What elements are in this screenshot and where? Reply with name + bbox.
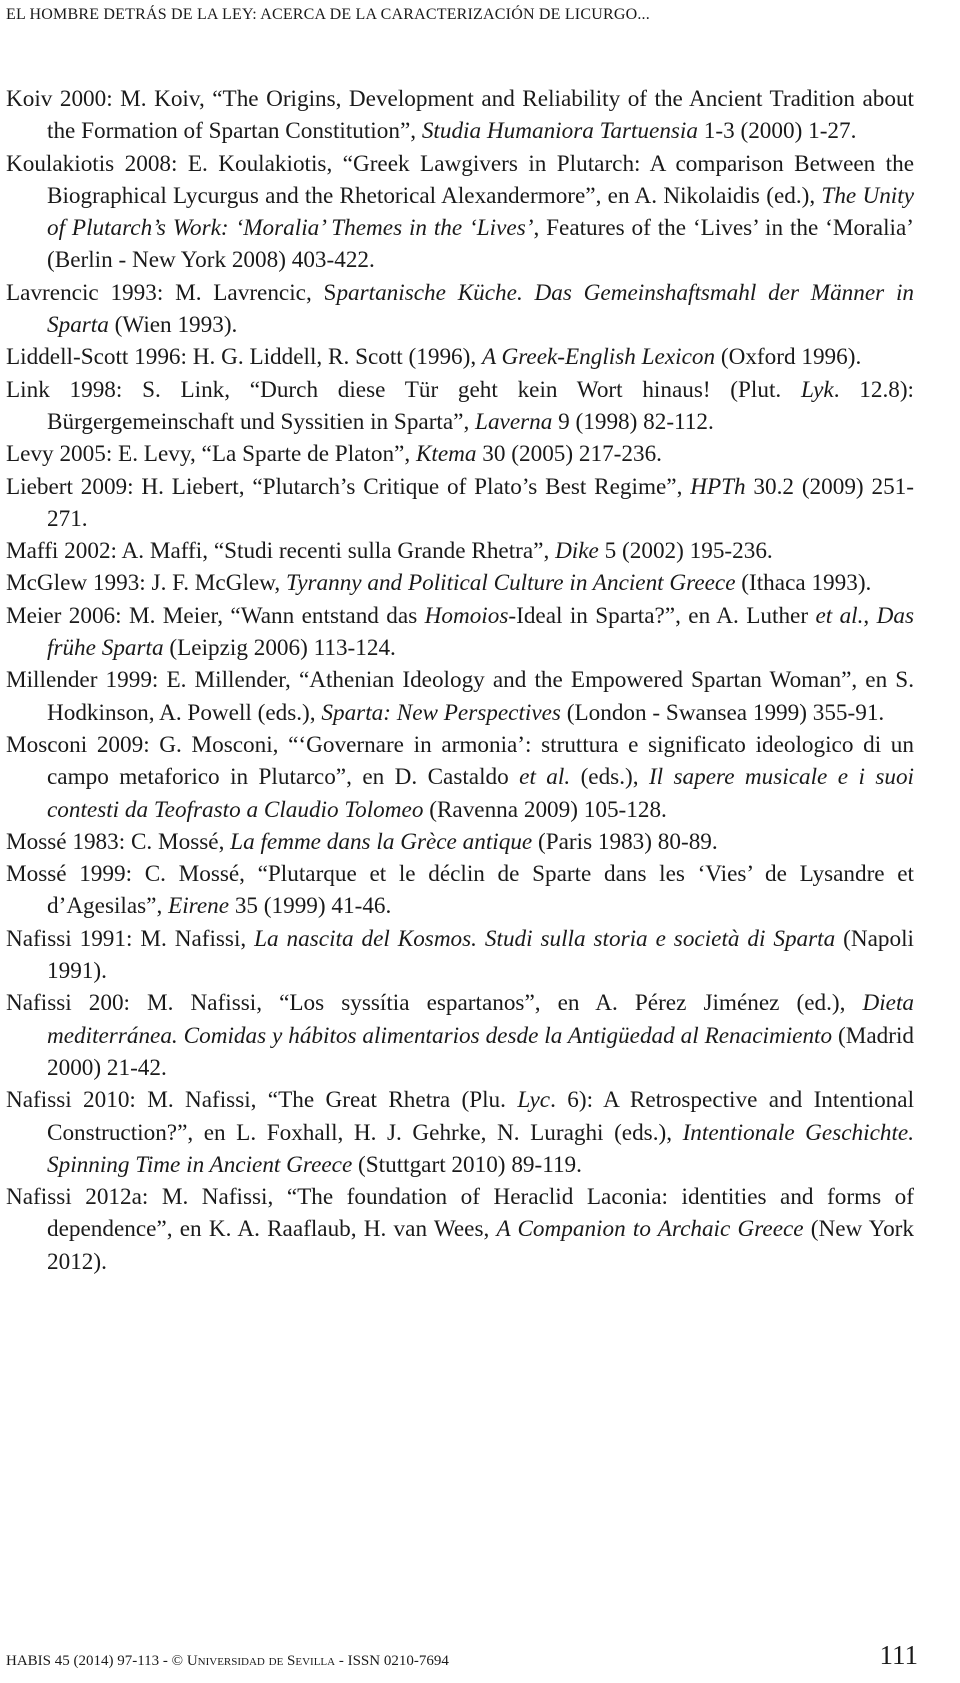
footer-publisher: Universidad de Sevilla [186, 1653, 336, 1669]
entry-text: Nafissi 2012a: M. Nafissi, “The foundation of Heraclid Laconia: identities and forms of dependence”, en K. A. Raaflaub, H. van Wees, [6, 1184, 914, 1243]
entry-title-italic: Lyk [800, 376, 834, 403]
bibliography-entry [6, 923, 914, 988]
entry-title-italic: Lyc [517, 1087, 551, 1114]
entry-title-italic: partanische Küche. Das Gemeinshaftsmahl der Männer in Sparta [47, 279, 914, 339]
entry-title-italic: Dieta mediterránea. Comidas y hábitos alimentarios desde la Antigüedad al Renacimiento [47, 990, 914, 1049]
entry-text: Liddell-Scott 1996: H. G. Liddell, R. Scott (1996), [6, 344, 482, 371]
entry-title-italic: Das frühe Sparta [47, 602, 914, 662]
entry-text: , Features of the ‘Lives’ in the ‘Moralia’ (Berlin - New York 2008) 403-422. [47, 215, 914, 274]
entry-text: 35 (1999) 41-46. [229, 893, 392, 920]
entry-title-italic: Sparta: New Perspectives [321, 699, 561, 726]
entry-text: 30.2 (2009) 251-271. [47, 473, 914, 532]
entry-text: Koulakiotis 2008: E. Koulakiotis, “Greek Lawgivers in Plutarch: A comparison Between the Biographical Lycurgus and the Rhetorical Alexandermore”, en A. Nikolaidis (ed.), [6, 150, 914, 209]
entry-title-italic: Studia Humaniora Tartuensia [421, 118, 698, 145]
entry-title-italic: Intentionale Geschichte. Spinning Time in Ancient Greece [47, 1119, 914, 1178]
entry-text: McGlew 1993: J. F. McGlew, [6, 570, 287, 597]
entry-text: Millender 1999: E. Millender, “Athenian Ideology and the Empowered Spartan Woman”, en S. Hodkinson, A. Powell (eds.), [6, 667, 914, 726]
bibliography-entry [6, 858, 914, 923]
entry-text: , [863, 602, 877, 629]
bibliography-entry [6, 664, 914, 729]
entry-text: (Wien 1993). [108, 312, 238, 339]
entry-text: Meier 2006: M. Meier, “Wann entstand das [6, 602, 425, 629]
bibliography-entry [6, 471, 914, 536]
entry-title-italic: Tyranny and Political Culture in Ancient Greece [286, 570, 736, 597]
entry-title-italic: HPTh [690, 473, 746, 500]
bibliography-entry [6, 600, 914, 665]
page-footer [6, 1653, 914, 1670]
bibliography-entry [6, 729, 914, 826]
entry-text: . 6): A Retrospective and Intentional Construction?”, en L. Foxhall, H. J. Gehrke, N. Luraghi (eds.), [47, 1087, 915, 1146]
entry-text: (Paris 1983) 80-89. [532, 828, 718, 855]
entry-text: 1-3 (2000) 1-27. [697, 118, 857, 145]
bibliography-entry [6, 374, 914, 439]
entry-title-italic: Eirene [168, 893, 230, 920]
footer-issn: - ISSN 0210-7694 [335, 1653, 449, 1669]
bibliography-entry [6, 83, 914, 148]
entry-title-italic: A Greek-English Lexicon [481, 344, 716, 371]
entry-text: Mossé 1983: C. Mossé, [6, 828, 231, 855]
bibliography-entry [6, 341, 914, 373]
entry-text: (eds.), [570, 764, 649, 791]
entry-title-italic: Ktema [415, 441, 477, 468]
bibliography-entry [6, 1181, 914, 1278]
bibliography-list [6, 83, 914, 1278]
bibliography-entry [6, 148, 914, 277]
entry-text: . 12.8): Bürgergemeinschaft und Syssitien in Sparta”, [47, 376, 915, 435]
bibliography-entry [6, 277, 914, 342]
entry-title-italic: et al. [815, 602, 864, 629]
entry-text: (Madrid 2000) 21-42. [47, 1022, 914, 1081]
entry-text: Mossé 1999: C. Mossé, “Plutarque et le déclin de Sparte dans les ‘Vies’ de Lysandre et d’Agesilas”, [6, 861, 914, 920]
entry-text: (Leipzig 2006) 113-124. [163, 635, 396, 662]
entry-title-italic: A Companion to Archaic Greece [496, 1216, 804, 1243]
entry-text: 5 (2002) 195-236. [598, 538, 773, 565]
entry-text: (London - Swansea 1999) 355-91. [560, 699, 885, 726]
entry-text: (New York 2012). [47, 1216, 914, 1275]
bibliography-entry [6, 438, 914, 470]
entry-text: Koiv 2000: M. Koiv, “The Origins, Development and Reliability of the Ancient Tradition about the Formation of Spartan Constitution”, [6, 86, 914, 145]
footer-journal: HABIS 45 (2014) 97-113 - © [6, 1653, 187, 1669]
entry-text: 9 (1998) 82-112. [552, 408, 714, 435]
bibliography-entry [6, 987, 914, 1084]
entry-title-italic: The Unity of Plutarch’s Work: ‘Moralia’ Themes in the ‘Lives’ [47, 182, 914, 242]
entry-text: Mosconi 2009: G. Mosconi, “‘Governare in armonia’: struttura e significato ideologico di un campo metaforico in Plutarco”, en D. Castaldo [6, 731, 914, 791]
bibliography-entry [6, 567, 914, 599]
entry-text: Liebert 2009: H. Liebert, “Plutarch’s Critique of Plato’s Best Regime”, [6, 473, 691, 500]
entry-text: Nafissi 1991: M. Nafissi, [6, 925, 255, 952]
entry-text: 30 (2005) 217-236. [476, 441, 662, 468]
running-head: EL HOMBRE DETRÁS DE LA LEY: ACERCA DE LA CARACTERIZACIÓN DE LICURGO... [6, 6, 650, 23]
entry-text: (Ithaca 1993). [735, 570, 872, 597]
entry-title-italic: Il sapere musicale e i suoi contesti da Teofrasto a Claudio Tolomeo [47, 764, 914, 823]
entry-text: (Stuttgart 2010) 89-119. [352, 1151, 582, 1178]
entry-title-italic: et al. [519, 764, 571, 791]
entry-text: (Oxford 1996). [715, 344, 862, 371]
entry-text: -Ideal in Sparta?”, en A. Luther [508, 602, 816, 629]
entry-text: Maffi 2002: A. Maffi, “Studi recenti sulla Grande Rhetra”, [6, 538, 556, 565]
entry-text: Levy 2005: E. Levy, “La Sparte de Platon”, [6, 441, 416, 468]
entry-title-italic: La nascita del Kosmos. Studi sulla storia e società di Sparta [254, 925, 836, 952]
page-number: 111 [879, 1640, 918, 1670]
entry-title-italic: La femme dans la Grèce antique [230, 828, 533, 855]
entry-title-italic: Dike [555, 538, 599, 565]
entry-text: Nafissi 200: M. Nafissi, “Los syssítia espartanos”, en A. Pérez Jiménez (ed.), [6, 990, 863, 1017]
entry-text: Link 1998: S. Link, “Durch diese Tür geht kein Wort hinaus! (Plut. [6, 376, 801, 403]
entry-text: (Ravenna 2009) 105-128. [423, 796, 667, 823]
entry-title-italic: Laverna [475, 408, 553, 435]
bibliography-entry [6, 826, 914, 858]
entry-title-italic: Homoios [424, 602, 509, 629]
entry-text: (Napoli 1991). [47, 925, 914, 985]
entry-text: Nafissi 2010: M. Nafissi, “The Great Rhetra (Plu. [6, 1087, 518, 1114]
bibliography-entry [6, 535, 914, 567]
entry-text: Lavrencic 1993: M. Lavrencic, S [6, 279, 337, 306]
bibliography-entry [6, 1084, 914, 1181]
